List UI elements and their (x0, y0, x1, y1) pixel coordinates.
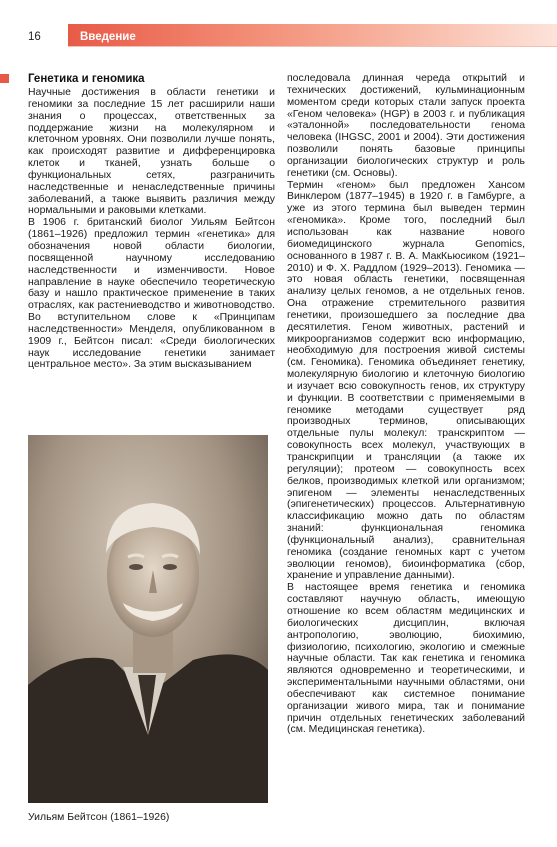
portrait-photo (28, 435, 268, 803)
portrait-illustration (28, 435, 268, 803)
page-number: 16 (28, 31, 41, 43)
page-header (0, 0, 557, 46)
photo-caption: Уильям Бейтсон (1861–1926) (28, 812, 170, 823)
paragraph: В 1906 г. британский биолог Уильям Бейтсон (1861–1926) предложил термин «генетика» для обозначения новой области биологии, посвященной научному исследованию наследственности и изменчивости. Новое направление в науке обеспечило теоретическую базу и нашло практическое применение в таких отраслях, как растениеводство и животноводство. Во вступительном слове к «Принципам наследственности» Менделя, опубликованном в 1909 г., Бейтсон писал: «Среди биологических наук исследование генетики занимает центральное место». За этим высказыванием (28, 217, 275, 371)
paragraph: Научные достижения в области генетики и геномики за последние 15 лет расширили наши знания о процессах, ответственных за поддержание жизни на молекулярном и клеточном уровнях. Они позволили лучше понять, как происходят развитие и дифференцировка клеток и тканей, узнать больше о функциональных сетях, разграничить наследственные и ненаследственные причины заболеваний, а также выявить различия между нормальными и раковыми клетками. (28, 87, 275, 217)
header-rule (68, 46, 557, 47)
right-column (287, 73, 525, 736)
left-column (28, 73, 275, 371)
paragraph: последовала длинная череда открытий и технических достижений, кульминационным моментом среди которых стали запуск проекта «Геном человека» (HGP) в 2003 г. и публикация «эталонной» последовательности генома человека (IHGSC, 2001 и 2004). Эти достижения позволили понять базовые принципы организации биологических структур и роль генетики (см. Основы). (287, 73, 525, 179)
paragraph: Термин «геном» был предложен Хансом Винклером (1877–1945) в 1920 г. в Гамбурге, а уже из этого термина был выведен термин «геномика». Кроме того, последний был использован как название нового биомедицинского журнала Genomics, основанного в 1987 г. В. А. МакКьюсиком (1921–2010) и Ф. Х. Раддлом (1929–2013). Геномика — это новая область генетики, посвященная анализу целых геномов, а не отдельных генов. Она отражение стремительного развития генетики, произошедшего за последние два десятилетия. Геном животных, растений и микроорганизмов содержит всю информацию, необходимую для построения живой системы (см. Геномика). Геномика объединяет генетику, молекулярную биологию и клеточную биологию и изучает всю совокупность генов, их структуру и функции. В соответствии с применяемыми в геномике методами существует ряд производных терминов, описывающих отдельные пулы молекул: транскриптом — совокупность всех молекул, участвующих в транскрипции и трансляции (а также их регуляции); протеом — совокупность всех белков, производимых клеткой или организмом; эпигеном — элементы ненаследственных (эпигенетических) процессов. Альтернативную классификацию можно дать по областям знаний: функциональная геномика (функциональный анализ), сравнительная геномика (создание геномных карт с учетом эволюции геномов), биоинформатика (сбор, хранение и управление данными). (287, 179, 525, 582)
paragraph: В настоящее время генетика и геномика составляют научную область, имеющую отношение ко всем областям медицинских и биологических дисциплин, включая антропологию, эволюцию, биохимию, физиологию, психологию, экологию и смежные научные области. Так как генетика и геномика являются одновременно и теоретическими, и экспериментальными научными областями, они обеспечивают как системное понимание организации живого мира, так и понимание причин отдельных генетических заболеваний (см. Медицинская генетика). (287, 582, 525, 736)
section-heading: Генетика и геномика (28, 73, 145, 85)
section-marker (0, 74, 9, 83)
header-band (68, 24, 557, 46)
section-title: Введение (80, 31, 136, 43)
